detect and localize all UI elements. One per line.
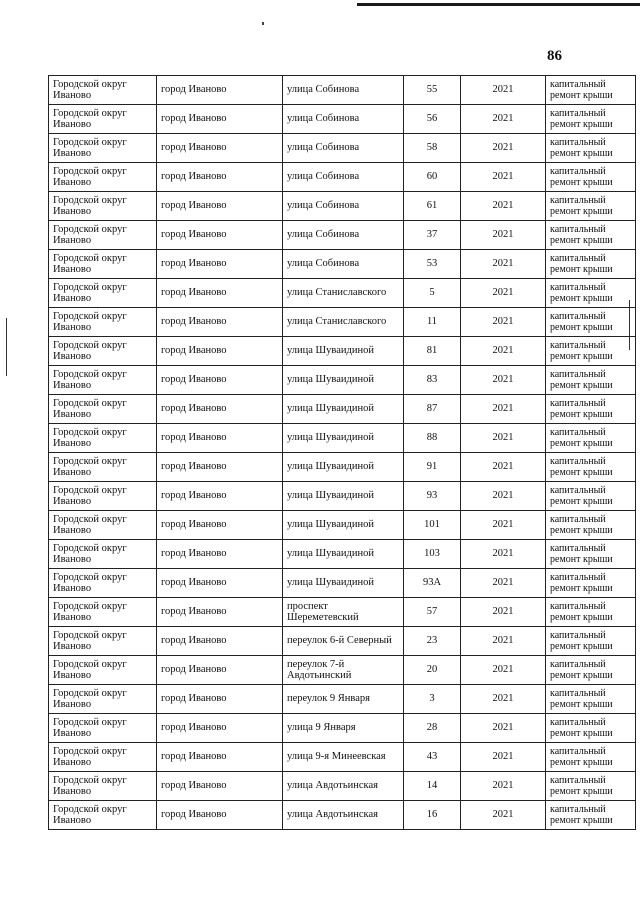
table-row (49, 801, 636, 830)
cell-year: 2021 (461, 279, 546, 308)
cell-street: улица Авдотьинская (283, 801, 404, 830)
cell-work-type: капитальный ремонт крыши (546, 308, 636, 337)
cell-house-number: 103 (404, 540, 461, 569)
cell-year: 2021 (461, 163, 546, 192)
cell-street: улица Собинова (283, 250, 404, 279)
scan-artifact-mark (262, 22, 264, 25)
margin-mark-left (6, 318, 7, 376)
cell-city: город Иваново (157, 714, 283, 743)
cell-house-number: 53 (404, 250, 461, 279)
cell-year: 2021 (461, 569, 546, 598)
cell-street: переулок 9 Января (283, 685, 404, 714)
table-row (49, 134, 636, 163)
cell-street: улица 9 Января (283, 714, 404, 743)
table-row (49, 540, 636, 569)
cell-district: Городской округ Иваново (49, 105, 157, 134)
cell-year: 2021 (461, 337, 546, 366)
cell-street: улица Собинова (283, 192, 404, 221)
cell-district: Городской округ Иваново (49, 279, 157, 308)
cell-city: город Иваново (157, 366, 283, 395)
table-row (49, 685, 636, 714)
cell-city: город Иваново (157, 424, 283, 453)
cell-year: 2021 (461, 656, 546, 685)
table-row (49, 337, 636, 366)
table-body (49, 76, 636, 830)
cell-house-number: 60 (404, 163, 461, 192)
cell-work-type: капитальный ремонт крыши (546, 714, 636, 743)
cell-street: улица Станиславского (283, 279, 404, 308)
cell-district: Городской округ Иваново (49, 424, 157, 453)
table-row (49, 627, 636, 656)
cell-work-type: капитальный ремонт крыши (546, 482, 636, 511)
table-row (49, 482, 636, 511)
cell-year: 2021 (461, 598, 546, 627)
table-row (49, 366, 636, 395)
cell-house-number: 3 (404, 685, 461, 714)
cell-city: город Иваново (157, 308, 283, 337)
cell-year: 2021 (461, 366, 546, 395)
cell-house-number: 56 (404, 105, 461, 134)
cell-work-type: капитальный ремонт крыши (546, 685, 636, 714)
cell-street: улица Шуваидиной (283, 424, 404, 453)
cell-work-type: капитальный ремонт крыши (546, 743, 636, 772)
cell-work-type: капитальный ремонт крыши (546, 801, 636, 830)
cell-city: город Иваново (157, 279, 283, 308)
table-row (49, 395, 636, 424)
cell-district: Городской округ Иваново (49, 366, 157, 395)
cell-work-type: капитальный ремонт крыши (546, 105, 636, 134)
cell-work-type: капитальный ремонт крыши (546, 627, 636, 656)
cell-district: Городской округ Иваново (49, 714, 157, 743)
cell-year: 2021 (461, 801, 546, 830)
cell-work-type: капитальный ремонт крыши (546, 337, 636, 366)
cell-year: 2021 (461, 424, 546, 453)
cell-district: Городской округ Иваново (49, 192, 157, 221)
cell-city: город Иваново (157, 482, 283, 511)
cell-street: улица Шуваидиной (283, 569, 404, 598)
cell-house-number: 43 (404, 743, 461, 772)
cell-city: город Иваново (157, 250, 283, 279)
cell-house-number: 91 (404, 453, 461, 482)
cell-work-type: капитальный ремонт крыши (546, 163, 636, 192)
cell-work-type: капитальный ремонт крыши (546, 279, 636, 308)
cell-work-type: капитальный ремонт крыши (546, 511, 636, 540)
cell-year: 2021 (461, 627, 546, 656)
cell-street: улица Собинова (283, 105, 404, 134)
cell-city: город Иваново (157, 453, 283, 482)
cell-house-number: 11 (404, 308, 461, 337)
cell-city: город Иваново (157, 134, 283, 163)
cell-year: 2021 (461, 76, 546, 105)
cell-street: улица Шуваидиной (283, 366, 404, 395)
cell-work-type: капитальный ремонт крыши (546, 656, 636, 685)
cell-city: город Иваново (157, 627, 283, 656)
cell-street: проспект Шереметевский (283, 598, 404, 627)
cell-district: Городской округ Иваново (49, 337, 157, 366)
cell-work-type: капитальный ремонт крыши (546, 772, 636, 801)
table-row (49, 279, 636, 308)
cell-house-number: 83 (404, 366, 461, 395)
cell-district: Городской округ Иваново (49, 395, 157, 424)
cell-street: улица Собинова (283, 163, 404, 192)
cell-city: город Иваново (157, 743, 283, 772)
cell-district: Городской округ Иваново (49, 627, 157, 656)
table-row (49, 656, 636, 685)
cell-city: город Иваново (157, 395, 283, 424)
cell-work-type: капитальный ремонт крыши (546, 366, 636, 395)
cell-district: Городской округ Иваново (49, 163, 157, 192)
cell-district: Городской округ Иваново (49, 308, 157, 337)
cell-house-number: 101 (404, 511, 461, 540)
cell-street: улица Авдотьинская (283, 772, 404, 801)
cell-year: 2021 (461, 540, 546, 569)
table-row (49, 105, 636, 134)
table-row (49, 308, 636, 337)
cell-city: город Иваново (157, 569, 283, 598)
cell-city: город Иваново (157, 163, 283, 192)
table-row (49, 424, 636, 453)
cell-year: 2021 (461, 221, 546, 250)
cell-district: Городской округ Иваново (49, 221, 157, 250)
cell-city: город Иваново (157, 221, 283, 250)
cell-district: Городской округ Иваново (49, 250, 157, 279)
cell-year: 2021 (461, 685, 546, 714)
cell-year: 2021 (461, 453, 546, 482)
cell-house-number: 23 (404, 627, 461, 656)
cell-house-number: 61 (404, 192, 461, 221)
cell-street: улица Шуваидиной (283, 453, 404, 482)
cell-house-number: 28 (404, 714, 461, 743)
cell-house-number: 55 (404, 76, 461, 105)
cell-year: 2021 (461, 250, 546, 279)
cell-street: улица Собинова (283, 221, 404, 250)
cell-street: улица Станиславского (283, 308, 404, 337)
cell-year: 2021 (461, 395, 546, 424)
table-row (49, 163, 636, 192)
cell-district: Городской округ Иваново (49, 511, 157, 540)
cell-district: Городской округ Иваново (49, 772, 157, 801)
cell-street: улица Шуваидиной (283, 540, 404, 569)
table-row (49, 598, 636, 627)
cell-city: город Иваново (157, 598, 283, 627)
cell-year: 2021 (461, 772, 546, 801)
table-row (49, 250, 636, 279)
cell-house-number: 58 (404, 134, 461, 163)
cell-city: город Иваново (157, 511, 283, 540)
table-row (49, 453, 636, 482)
cell-work-type: капитальный ремонт крыши (546, 424, 636, 453)
cell-house-number: 14 (404, 772, 461, 801)
cell-district: Городской округ Иваново (49, 801, 157, 830)
cell-work-type: капитальный ремонт крыши (546, 540, 636, 569)
cell-work-type: капитальный ремонт крыши (546, 192, 636, 221)
cell-work-type: капитальный ремонт крыши (546, 395, 636, 424)
cell-street: улица Собинова (283, 76, 404, 105)
repair-schedule-table (48, 75, 636, 830)
cell-street: переулок 7-й Авдотьинский (283, 656, 404, 685)
cell-year: 2021 (461, 714, 546, 743)
cell-work-type: капитальный ремонт крыши (546, 569, 636, 598)
cell-district: Городской округ Иваново (49, 76, 157, 105)
cell-district: Городской округ Иваново (49, 134, 157, 163)
cell-year: 2021 (461, 105, 546, 134)
cell-house-number: 93 (404, 482, 461, 511)
cell-street: улица Шуваидиной (283, 395, 404, 424)
table-row (49, 76, 636, 105)
cell-city: город Иваново (157, 192, 283, 221)
cell-street: улица Собинова (283, 134, 404, 163)
page-number: 86 (547, 48, 562, 64)
cell-city: город Иваново (157, 772, 283, 801)
cell-house-number: 16 (404, 801, 461, 830)
cell-year: 2021 (461, 134, 546, 163)
cell-house-number: 93А (404, 569, 461, 598)
cell-district: Городской округ Иваново (49, 569, 157, 598)
cell-street: улица 9-я Минеевская (283, 743, 404, 772)
cell-district: Городской округ Иваново (49, 453, 157, 482)
cell-district: Городской округ Иваново (49, 743, 157, 772)
cell-street: улица Шуваидиной (283, 482, 404, 511)
table-row (49, 743, 636, 772)
scan-border-line (357, 3, 640, 6)
cell-district: Городской округ Иваново (49, 656, 157, 685)
cell-city: город Иваново (157, 540, 283, 569)
cell-city: город Иваново (157, 76, 283, 105)
cell-house-number: 20 (404, 656, 461, 685)
cell-house-number: 81 (404, 337, 461, 366)
cell-city: город Иваново (157, 656, 283, 685)
table-row (49, 772, 636, 801)
cell-year: 2021 (461, 308, 546, 337)
table-row (49, 511, 636, 540)
cell-work-type: капитальный ремонт крыши (546, 453, 636, 482)
cell-work-type: капитальный ремонт крыши (546, 221, 636, 250)
cell-house-number: 87 (404, 395, 461, 424)
cell-year: 2021 (461, 511, 546, 540)
table-row (49, 192, 636, 221)
table-row (49, 221, 636, 250)
cell-district: Городской округ Иваново (49, 540, 157, 569)
cell-street: улица Шуваидиной (283, 511, 404, 540)
cell-district: Городской округ Иваново (49, 482, 157, 511)
cell-house-number: 88 (404, 424, 461, 453)
cell-year: 2021 (461, 743, 546, 772)
cell-year: 2021 (461, 482, 546, 511)
cell-work-type: капитальный ремонт крыши (546, 76, 636, 105)
cell-work-type: капитальный ремонт крыши (546, 134, 636, 163)
cell-city: город Иваново (157, 337, 283, 366)
cell-work-type: капитальный ремонт крыши (546, 250, 636, 279)
cell-city: город Иваново (157, 801, 283, 830)
table-row (49, 569, 636, 598)
cell-city: город Иваново (157, 685, 283, 714)
cell-city: город Иваново (157, 105, 283, 134)
cell-street: переулок 6-й Северный (283, 627, 404, 656)
cell-house-number: 5 (404, 279, 461, 308)
cell-district: Городской округ Иваново (49, 685, 157, 714)
cell-house-number: 57 (404, 598, 461, 627)
table-row (49, 714, 636, 743)
cell-street: улица Шуваидиной (283, 337, 404, 366)
cell-district: Городской округ Иваново (49, 598, 157, 627)
cell-work-type: капитальный ремонт крыши (546, 598, 636, 627)
cell-house-number: 37 (404, 221, 461, 250)
cell-year: 2021 (461, 192, 546, 221)
